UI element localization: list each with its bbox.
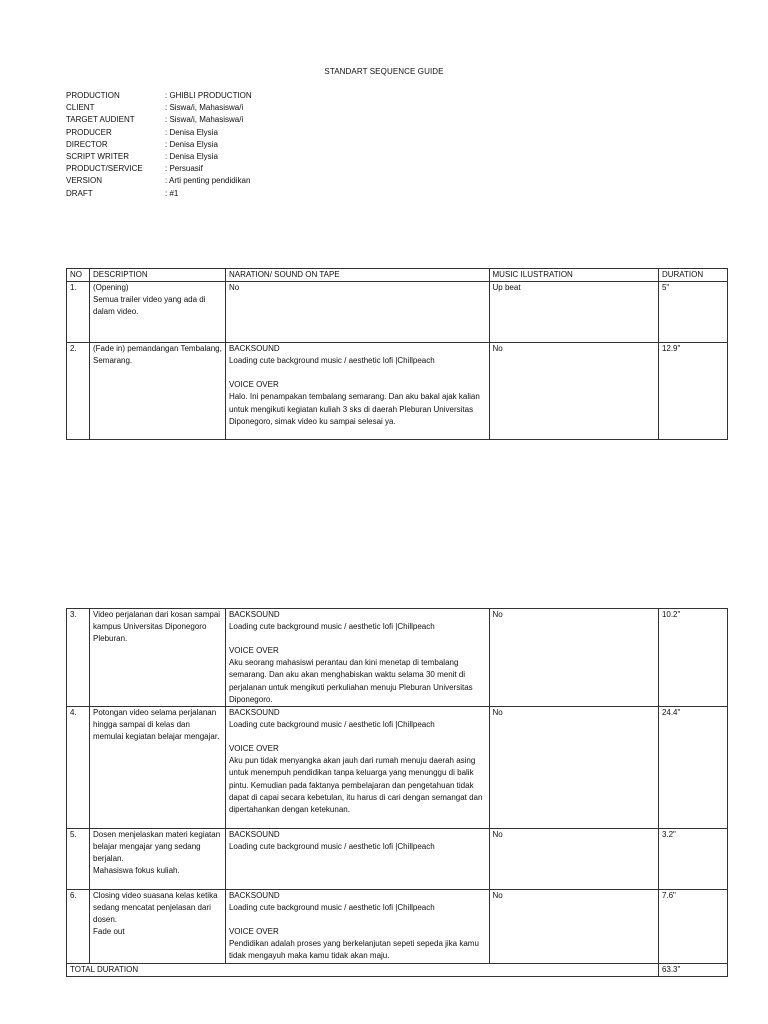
row-duration: 12.9" xyxy=(658,343,727,440)
voice-over-label: VOICE OVER xyxy=(228,744,279,754)
row-description xyxy=(90,282,226,343)
table-row xyxy=(67,829,728,890)
meta-row-version xyxy=(66,175,252,187)
meta-key: TARGET AUDIENT xyxy=(66,115,135,125)
meta-value: : Denisa Elysia xyxy=(165,152,218,162)
row-duration: 3.2" xyxy=(658,829,727,890)
narration-backsound: Loading cute background music / aesthetic lofi |Chillpeach xyxy=(228,356,435,366)
row-narration xyxy=(225,707,489,829)
voice-over-text: Pendidikan adalah proses yang berkelanjutan sepeti sepeda jika kamu tidak mengayuh maka kamu tidak akan maju. xyxy=(228,939,479,961)
header-no: NO xyxy=(67,269,90,282)
line-gap xyxy=(229,633,486,645)
narration-backsound: Loading cute background music / aesthetic lofi |Chillpeach xyxy=(228,842,435,852)
description-line: Closing video suasana kelas ketika sedang mencatat penjelasan dari dosen. xyxy=(93,891,218,925)
meta-value: : Arti penting pendidikan xyxy=(165,176,251,186)
meta-value: : Siswa/i, Mahasiswa/i xyxy=(165,115,244,125)
row-description xyxy=(90,707,226,829)
meta-key: DIRECTOR xyxy=(66,139,108,149)
narration-backsound: No xyxy=(228,283,240,293)
voice-over-text: Halo. Ini penampakan tembalang semarang. Dan aku bakal ajak kalian untuk mengikuti kegiatan kuliah 3 sks di daerah Pleburan Universitas Diponegoro, simak video ku sampai selesai ya. xyxy=(228,392,480,426)
page-title: STANDART SEQUENCE GUIDE xyxy=(324,67,444,76)
row-duration: 24.4" xyxy=(658,707,727,829)
table-row xyxy=(67,609,728,707)
table-row xyxy=(67,707,728,829)
meta-key: SCRIPT WRITER xyxy=(66,152,129,162)
backsound-label: BACKSOUND xyxy=(228,891,280,900)
meta-key: DRAFT xyxy=(66,188,93,198)
row-duration: 5" xyxy=(658,282,727,343)
row-description xyxy=(90,343,226,440)
line-gap xyxy=(229,914,486,926)
description-line: Video perjalanan dari kosan sampai kampus Universitas Diponegoro Pleburan. xyxy=(93,610,221,644)
row-narration xyxy=(225,829,489,890)
description-line: Dosen menjelaskan materi kegiatan belajar mengajar yang sedang berjalan. xyxy=(93,830,221,864)
row-number: 2. xyxy=(67,343,90,440)
production-meta xyxy=(66,90,252,200)
row-duration: 10.2" xyxy=(658,609,727,707)
total-duration-row xyxy=(67,963,728,976)
row-music: No xyxy=(489,890,658,964)
row-description xyxy=(90,890,226,964)
description-line: Potongan video selama perjalanan hingga sampai di kelas dan memulai kegiatan belajar mengajar. xyxy=(93,708,220,742)
row-description xyxy=(90,829,226,890)
meta-value: : #1 xyxy=(165,188,179,198)
table-header-row xyxy=(67,269,728,282)
narration-backsound: Loading cute background music / aesthetic lofi |Chillpeach xyxy=(228,622,435,632)
row-description xyxy=(90,609,226,707)
meta-row-draft xyxy=(66,188,252,200)
row-music: No xyxy=(489,609,658,707)
voice-over-label: VOICE OVER xyxy=(228,927,279,937)
meta-key: CLIENT xyxy=(66,103,95,113)
meta-row-production xyxy=(66,90,252,102)
row-duration: 7.6" xyxy=(658,890,727,964)
narration-backsound: Loading cute background music / aesthetic lofi |Chillpeach xyxy=(228,720,435,730)
meta-value: : Siswa/i, Mahasiswa/i xyxy=(165,103,244,113)
table-row xyxy=(67,343,728,440)
line-gap xyxy=(229,731,486,743)
meta-value: : GHIBLI PRODUCTION xyxy=(165,91,252,100)
description-line: (Fade in) pemandangan Tembalang, Semarang. xyxy=(93,344,222,366)
backsound-label: BACKSOUND xyxy=(228,344,280,354)
voice-over-text: Aku pun tidak menyangka akan jauh dari rumah menuju daerah asing untuk menempuh pendidikan tanpa keluarga yang menunggu di balik pintu. Kemudian pada faktanya pembelajaran dan pengetahuan tidak dapat di capai secara kebetulan, itu harus di cari dengan semangat dan dipertahankan dengan ketekunan. xyxy=(228,756,483,814)
description-line: (Opening) xyxy=(93,283,129,293)
row-music: No xyxy=(489,707,658,829)
total-duration-value: 63.3" xyxy=(658,963,727,976)
header-music: MUSIC ILUSTRATION xyxy=(489,269,658,282)
row-music: Up beat xyxy=(489,282,658,343)
voice-over-text: Aku seorang mahasiswi perantau dan kini menetap di tembalang semarang. Dan aku akan menghabiskan waktu selama 30 menit di perjalanan untuk mengikuti perkuliahan menuju Pleburan Universitas Diponegoro. xyxy=(228,658,473,704)
meta-row-client xyxy=(66,102,252,114)
row-number: 3. xyxy=(67,609,90,707)
row-music: No xyxy=(489,343,658,440)
row-number: 5. xyxy=(67,829,90,890)
voice-over-label: VOICE OVER xyxy=(228,646,279,656)
meta-row-target-audient xyxy=(66,114,252,126)
meta-value: : Denisa Elysia xyxy=(165,127,218,137)
meta-row-director xyxy=(66,139,252,151)
header-description: DESCRIPTION xyxy=(90,269,226,282)
backsound-label: BACKSOUND xyxy=(228,830,280,839)
total-duration-label: TOTAL DURATION xyxy=(67,963,659,976)
row-number: 1. xyxy=(67,282,90,343)
meta-value: : Denisa Elysia xyxy=(165,139,218,149)
description-line: Semua trailer video yang ada di dalam video. xyxy=(93,295,206,317)
sequence-table-part-2 xyxy=(66,608,728,977)
row-number: 6. xyxy=(67,890,90,964)
meta-key: VERSION xyxy=(66,176,103,186)
meta-row-product-service xyxy=(66,163,252,175)
backsound-label: BACKSOUND xyxy=(228,708,280,717)
backsound-label: BACKSOUND xyxy=(228,610,280,619)
meta-key: PRODUCER xyxy=(66,127,112,137)
meta-row-script-writer xyxy=(66,151,252,163)
description-line: Mahasiswa fokus kuliah. xyxy=(93,866,180,876)
header-duration: DURATION xyxy=(658,269,727,282)
meta-key: PRODUCT/SERVICE xyxy=(66,164,143,174)
row-narration xyxy=(225,609,489,707)
line-gap xyxy=(229,367,486,379)
table-row xyxy=(67,282,728,343)
table-row xyxy=(67,890,728,964)
meta-row-producer xyxy=(66,127,252,139)
narration-backsound: Loading cute background music / aesthetic lofi |Chillpeach xyxy=(228,903,435,913)
header-narration: NARATION/ SOUND ON TAPE xyxy=(225,269,489,282)
row-narration xyxy=(225,890,489,964)
row-narration xyxy=(225,343,489,440)
row-narration xyxy=(225,282,489,343)
meta-key: PRODUCTION xyxy=(66,91,120,100)
row-music: No xyxy=(489,829,658,890)
row-number: 4. xyxy=(67,707,90,829)
description-line: Fade out xyxy=(93,927,125,937)
sequence-table-part-1 xyxy=(66,268,728,440)
meta-value: : Persuasif xyxy=(165,164,203,174)
voice-over-label: VOICE OVER xyxy=(228,380,279,390)
